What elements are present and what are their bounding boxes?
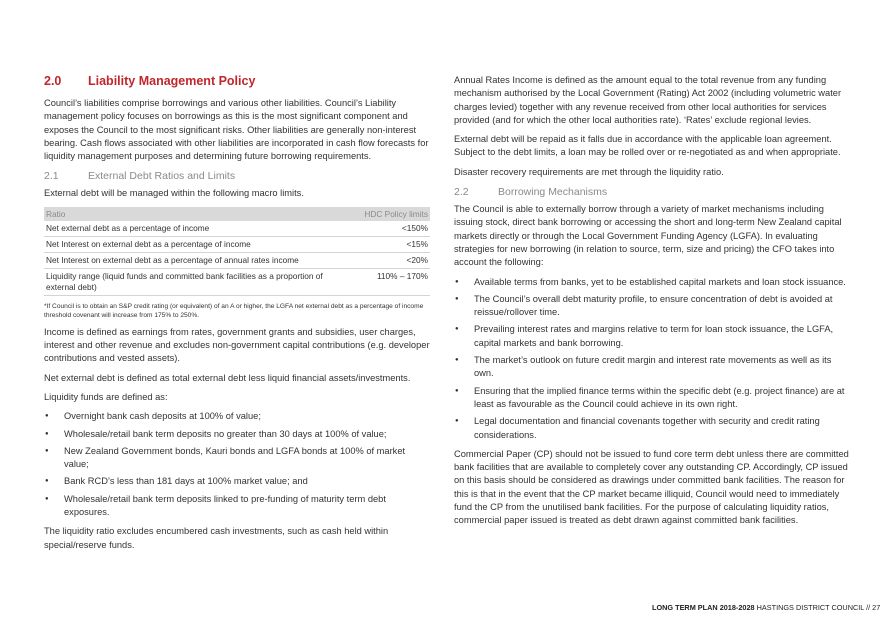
table-row bbox=[44, 236, 430, 252]
list-item: ● Prevailing interest rates and margins relative to term for loan stock issuance, the LGFA, capital markets and bank borrowing. bbox=[454, 323, 852, 350]
ratio-cell: Net Interest on external debt as a percentage of annual rates income bbox=[44, 252, 336, 268]
limit-cell: <20% bbox=[336, 252, 430, 268]
column-header-limits: HDC Policy limits bbox=[336, 207, 430, 221]
limit-cell: <15% bbox=[336, 236, 430, 252]
subsection-heading bbox=[454, 185, 852, 199]
list-item: ● Wholesale/retail bank term deposits no greater than 30 days at 100% of value; bbox=[44, 428, 430, 441]
ratio-cell: Net external debt as a percentage of income bbox=[44, 221, 336, 237]
column-header-ratio: Ratio bbox=[44, 207, 336, 221]
subsection-intro: External debt will be managed within the following macro limits. bbox=[44, 188, 304, 199]
page-footer bbox=[652, 603, 880, 612]
footer-plan-title: LONG TERM PLAN 2018-2028 bbox=[652, 603, 755, 612]
table-header-row bbox=[44, 207, 430, 221]
section-title: Liability Management Policy bbox=[88, 74, 256, 88]
right-column bbox=[454, 74, 852, 528]
subsection-number: 2.2 bbox=[454, 186, 469, 199]
rates-definition: Annual Rates Income is defined as the amount equal to the total revenue from any funding mechanism authorised by the Local Government (Rating) Act 2002 (including volumetric water charges levied) together with any revenue received from other local authorities for services provided (and for which the other local authorities rate). ‘Rates’ exclude regional levies. bbox=[454, 75, 842, 125]
list-item: ● Overnight bank cash deposits at 100% of value; bbox=[44, 410, 430, 423]
list-item: ● Ensuring that the implied finance terms within the specific debt (e.g. project finance) are at least as favourable as the Council could achieve in its own right. bbox=[454, 385, 852, 412]
limit-cell: <150% bbox=[336, 221, 430, 237]
list-item: ● Wholesale/retail bank term deposits linked to pre-funding of maturity term debt exposures. bbox=[44, 493, 430, 520]
net-debt-definition: Net external debt is defined as total external debt less liquid financial assets/investments. bbox=[44, 372, 411, 383]
section-number: 2.0 bbox=[44, 74, 62, 88]
debt-limits-table bbox=[44, 207, 430, 296]
liquidity-closing: The liquidity ratio excludes encumbered cash investments, such as cash held within special/reserve funds. bbox=[44, 526, 389, 550]
disaster-recovery-paragraph: Disaster recovery requirements are met through the liquidity ratio. bbox=[454, 166, 724, 177]
list-item: ● Bank RCD’s less than 181 days at 100% market value; and bbox=[44, 475, 430, 488]
list-item: ● New Zealand Government bonds, Kauri bonds and LGFA bonds at 100% of market value; bbox=[44, 445, 430, 472]
list-item: ● The Council’s overall debt maturity profile, to ensure concentration of debt is avoided at reissue/rollover time. bbox=[454, 293, 852, 320]
list-item: ● The market’s outlook on future credit margin and interest rate movements as well as its own. bbox=[454, 354, 852, 381]
subsection-title: Borrowing Mechanisms bbox=[498, 186, 608, 199]
liquidity-intro: Liquidity funds are defined as: bbox=[44, 391, 168, 402]
limit-cell: 110% – 170% bbox=[336, 268, 430, 295]
table-row bbox=[44, 221, 430, 237]
table-row bbox=[44, 268, 430, 295]
section-heading bbox=[44, 74, 430, 89]
table-row bbox=[44, 252, 430, 268]
subsection-title: External Debt Ratios and Limits bbox=[88, 170, 236, 183]
borrowing-list bbox=[454, 276, 852, 442]
intro-paragraph: Council’s liabilities comprise borrowings and various other liabilities. Council’s Liability management policy focuses on borrowings as this is the most significant component and exposes the Council to the most significant risks. Other liabilities are generally non-interest bearing. Cash flows associated with other liabilities are incorporated in cash flow forecasts for liquidity management purposes and determining future borrowing requirements. bbox=[44, 98, 429, 162]
list-item: ● Legal documentation and financial covenants together with security and credit rating considerations. bbox=[454, 415, 852, 442]
ratio-cell: Liquidity range (liquid funds and committed bank facilities as a proportion of external debt) bbox=[44, 268, 336, 295]
repayment-paragraph: External debt will be repaid as it falls due in accordance with the applicable loan agreement. Subject to the debt limits, a loan may be rolled over or re-negotiated as and when appropriate. bbox=[454, 134, 841, 158]
table-footnote: *If Council is to obtain an S&P credit rating (or equivalent) of an A or higher, the LGFA net external debt as a percentage of income threshold covenant will increase from 175% to 250%. bbox=[44, 302, 424, 319]
income-definition: Income is defined as earnings from rates, government grants and subsidies, user charges, interest and other revenue and excludes non-government capital contributions (e.g. developer contributions and vested assets). bbox=[44, 326, 430, 364]
borrowing-intro: The Council is able to externally borrow through a variety of market mechanisms including issuing stock, direct bank borrowing or accessing the short and long-term New Zealand capital markets directly or through the Local Government Funding Agency (LGFA). In evaluating strategies for new borrowing (in relation to source, term, size and pricing) the CFO takes into account the following: bbox=[454, 204, 842, 268]
list-item: ● Available terms from banks, yet to be established capital markets and loan stock issuance. bbox=[454, 276, 852, 289]
commercial-paper-paragraph: Commercial Paper (CP) should not be issued to fund core term debt unless there are committed bank facilities that are available to completely cover any outstanding CP. Accordingly, CP issued on this basis should be considered as drawings under committed bank facilities. The reason for this is that in the event that the CP market became illiquid, Council would need to immediately fund the CP from the unutilised bank facilities. For the purpose of calculating liquidity ratios, commercial paper issued is treated as debt drawn against committed bank facilities. bbox=[454, 448, 849, 526]
subsection-heading bbox=[44, 169, 430, 183]
ratio-cell: Net Interest on external debt as a percentage of income bbox=[44, 236, 336, 252]
liquidity-list bbox=[44, 410, 430, 519]
footer-council-page: HASTINGS DISTRICT COUNCIL // 27 bbox=[754, 603, 881, 612]
subsection-number: 2.1 bbox=[44, 170, 59, 183]
left-column bbox=[44, 74, 430, 552]
